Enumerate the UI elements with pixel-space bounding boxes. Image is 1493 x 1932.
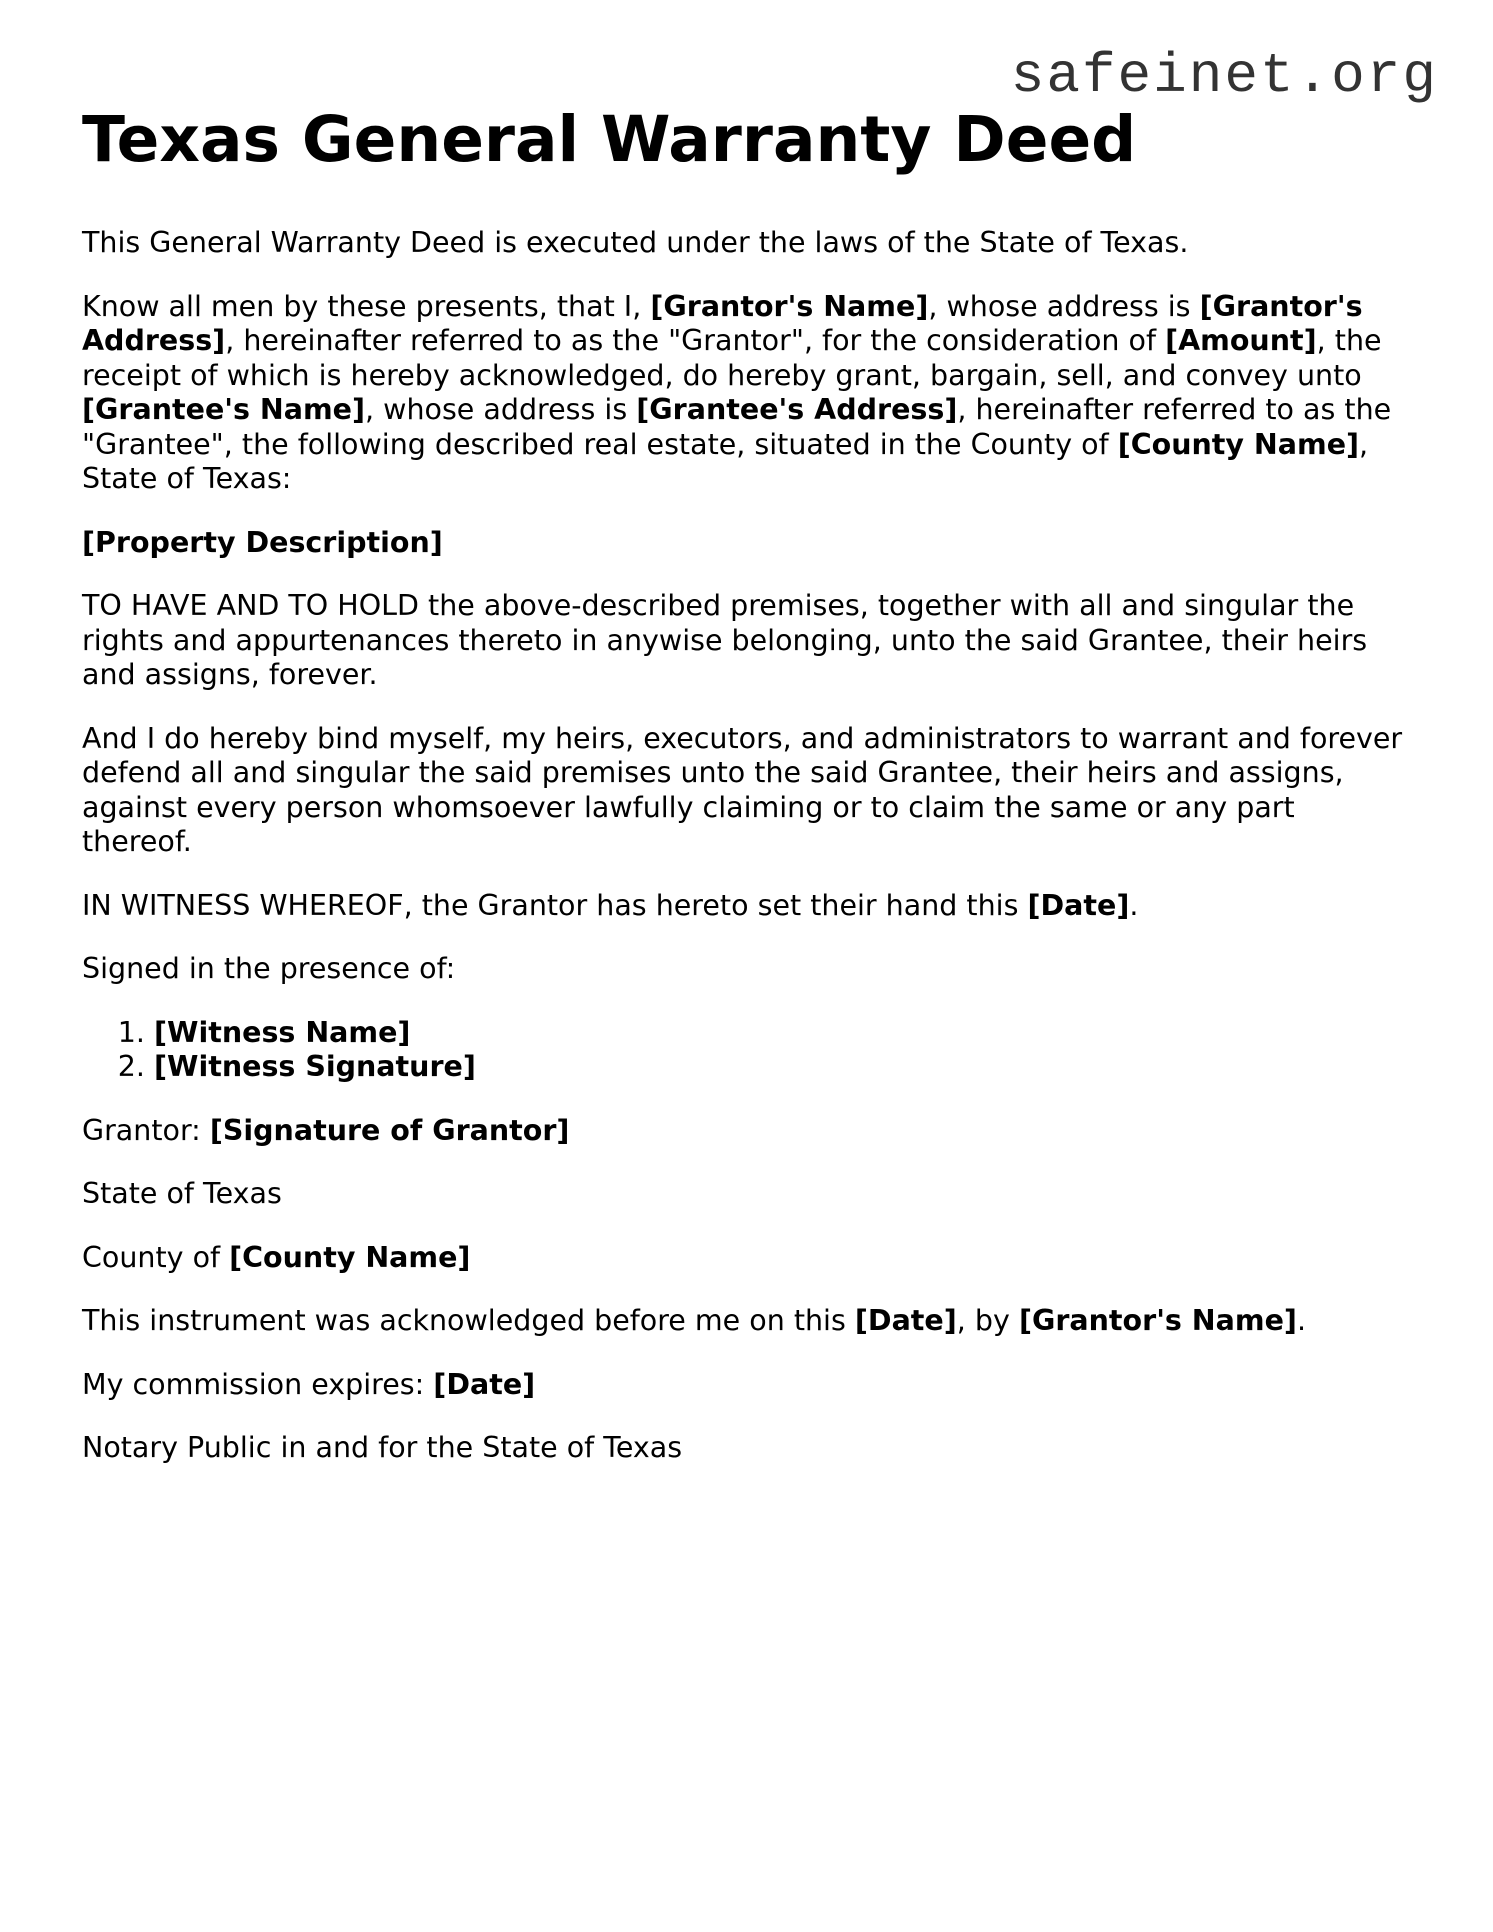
grantor-signature-label: Grantor: (82, 1113, 210, 1147)
acknowledgment-date-field: [Date] (854, 1304, 957, 1337)
witness-clause-text: . (1129, 888, 1139, 922)
conveyance-text: , hereinafter referred to as the "Grantee", the following described real estate, situated in the County of (82, 393, 1392, 461)
grantor-signature-line (82, 1114, 1412, 1149)
conveyance-text: Know all men by these presents, that I, (82, 289, 651, 323)
document-title: Texas General Warranty Deed (82, 103, 1137, 176)
acknowledgment-grantor-field: [Grantor's Name] (1018, 1304, 1297, 1337)
conveyance-paragraph (82, 290, 1412, 497)
witness-clause-text: IN WITNESS WHEREOF, the Grantor has hereto set their hand this (82, 888, 1028, 922)
conveyance-text: , the receipt of which is hereby acknowledged, do hereby grant, bargain, sell, and convey unto (82, 324, 1382, 392)
execution-date-field: [Date] (1027, 888, 1130, 922)
amount-field: [Amount] (1165, 324, 1317, 357)
conveyance-text: , State of Texas: (82, 427, 1369, 495)
county-name-field: [County Name] (1117, 427, 1360, 461)
signed-presence-line: Signed in the presence of: (82, 952, 456, 985)
warranty-paragraph: And I do hereby bind myself, my heirs, executors, and administrators to warrant and forever defend all and singular the said premises unto the said Grantee, their heirs and assigns, against every person whomsoever lawfully claiming or to claim the same or any part thereof. (82, 721, 1403, 858)
county-field: [County Name] (229, 1240, 471, 1274)
grantor-signature-field: [Signature of Grantor] (209, 1113, 570, 1147)
intro-paragraph: This General Warranty Deed is executed under the laws of the State of Texas. (82, 226, 1189, 259)
witness-signature-field: 2. [Witness Signature] (154, 1050, 1412, 1085)
commission-label: My commission expires: (82, 1367, 434, 1401)
acknowledgment-text: . (1296, 1304, 1307, 1337)
acknowledgment-paragraph (82, 1304, 1412, 1339)
conveyance-text: , hereinafter referred to as the "Grantor", for the consideration of (225, 324, 1166, 357)
conveyance-text: , whose address is (928, 289, 1200, 323)
acknowledgment-text: , by (956, 1304, 1019, 1337)
conveyance-text: , whose address is (365, 393, 637, 426)
witness-name-field: 1. [Witness Name] (154, 1016, 1412, 1051)
grantee-address-field: [Grantee's Address] (636, 393, 958, 426)
habendum-paragraph: TO HAVE AND TO HOLD the above-described premises, together with all and singular the rights and appurtenances thereto in anywise belonging, unto the said Grantee, their heirs and assigns, forever. (82, 589, 1368, 691)
watermark: safeinet.org (1010, 44, 1438, 108)
witness-clause (82, 889, 1412, 924)
document-page (82, 102, 1412, 1495)
property-description-field: [Property Description] (82, 525, 443, 559)
witness-list (82, 1016, 1412, 1085)
acknowledgment-text: This instrument was acknowledged before me on this (82, 1304, 855, 1337)
grantor-address-field: [Grantor's Address] (82, 289, 1363, 357)
commission-date-field: [Date] (433, 1367, 536, 1401)
state-line: State of Texas (82, 1177, 282, 1210)
commission-line (82, 1368, 1412, 1403)
county-line (82, 1241, 1412, 1276)
grantor-name-field: [Grantor's Name] (650, 289, 929, 323)
county-label: County of (82, 1240, 230, 1274)
grantee-name-field: [Grantee's Name] (82, 393, 366, 426)
notary-line: Notary Public in and for the State of Texas (82, 1431, 683, 1464)
